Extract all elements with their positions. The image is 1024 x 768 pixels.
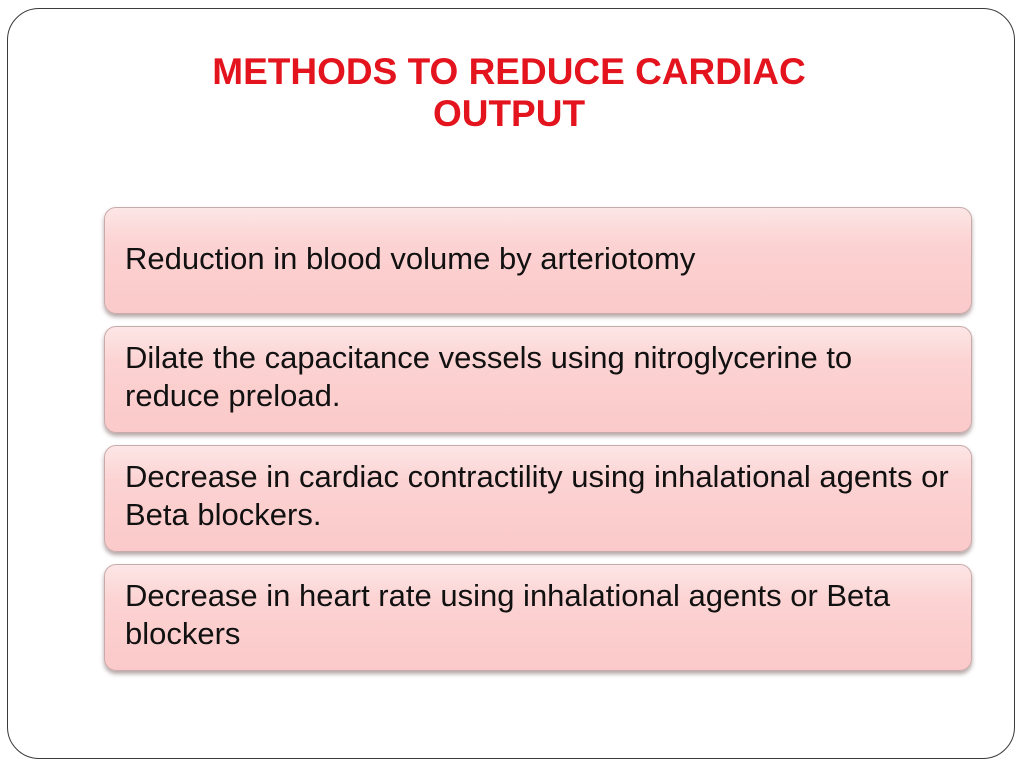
method-item-heart-rate: Decrease in heart rate using inhalational agents or Beta blockers xyxy=(104,564,972,671)
slide-title-line-1: METHODS TO REDUCE CARDIAC xyxy=(212,51,806,92)
slide-title-line-2: OUTPUT xyxy=(432,93,586,134)
method-item-blood-volume: Reduction in blood volume by arteriotomy xyxy=(104,207,972,314)
method-item-cardiac-contractility: Decrease in cardiac contractility using inhalational agents or Beta blockers. xyxy=(104,445,972,552)
slide-frame xyxy=(7,8,1015,759)
methods-list xyxy=(104,207,972,671)
slide-title xyxy=(8,51,1016,135)
method-item-dilate-vessels: Dilate the capacitance vessels using nitroglycerine to reduce preload. xyxy=(104,326,972,433)
